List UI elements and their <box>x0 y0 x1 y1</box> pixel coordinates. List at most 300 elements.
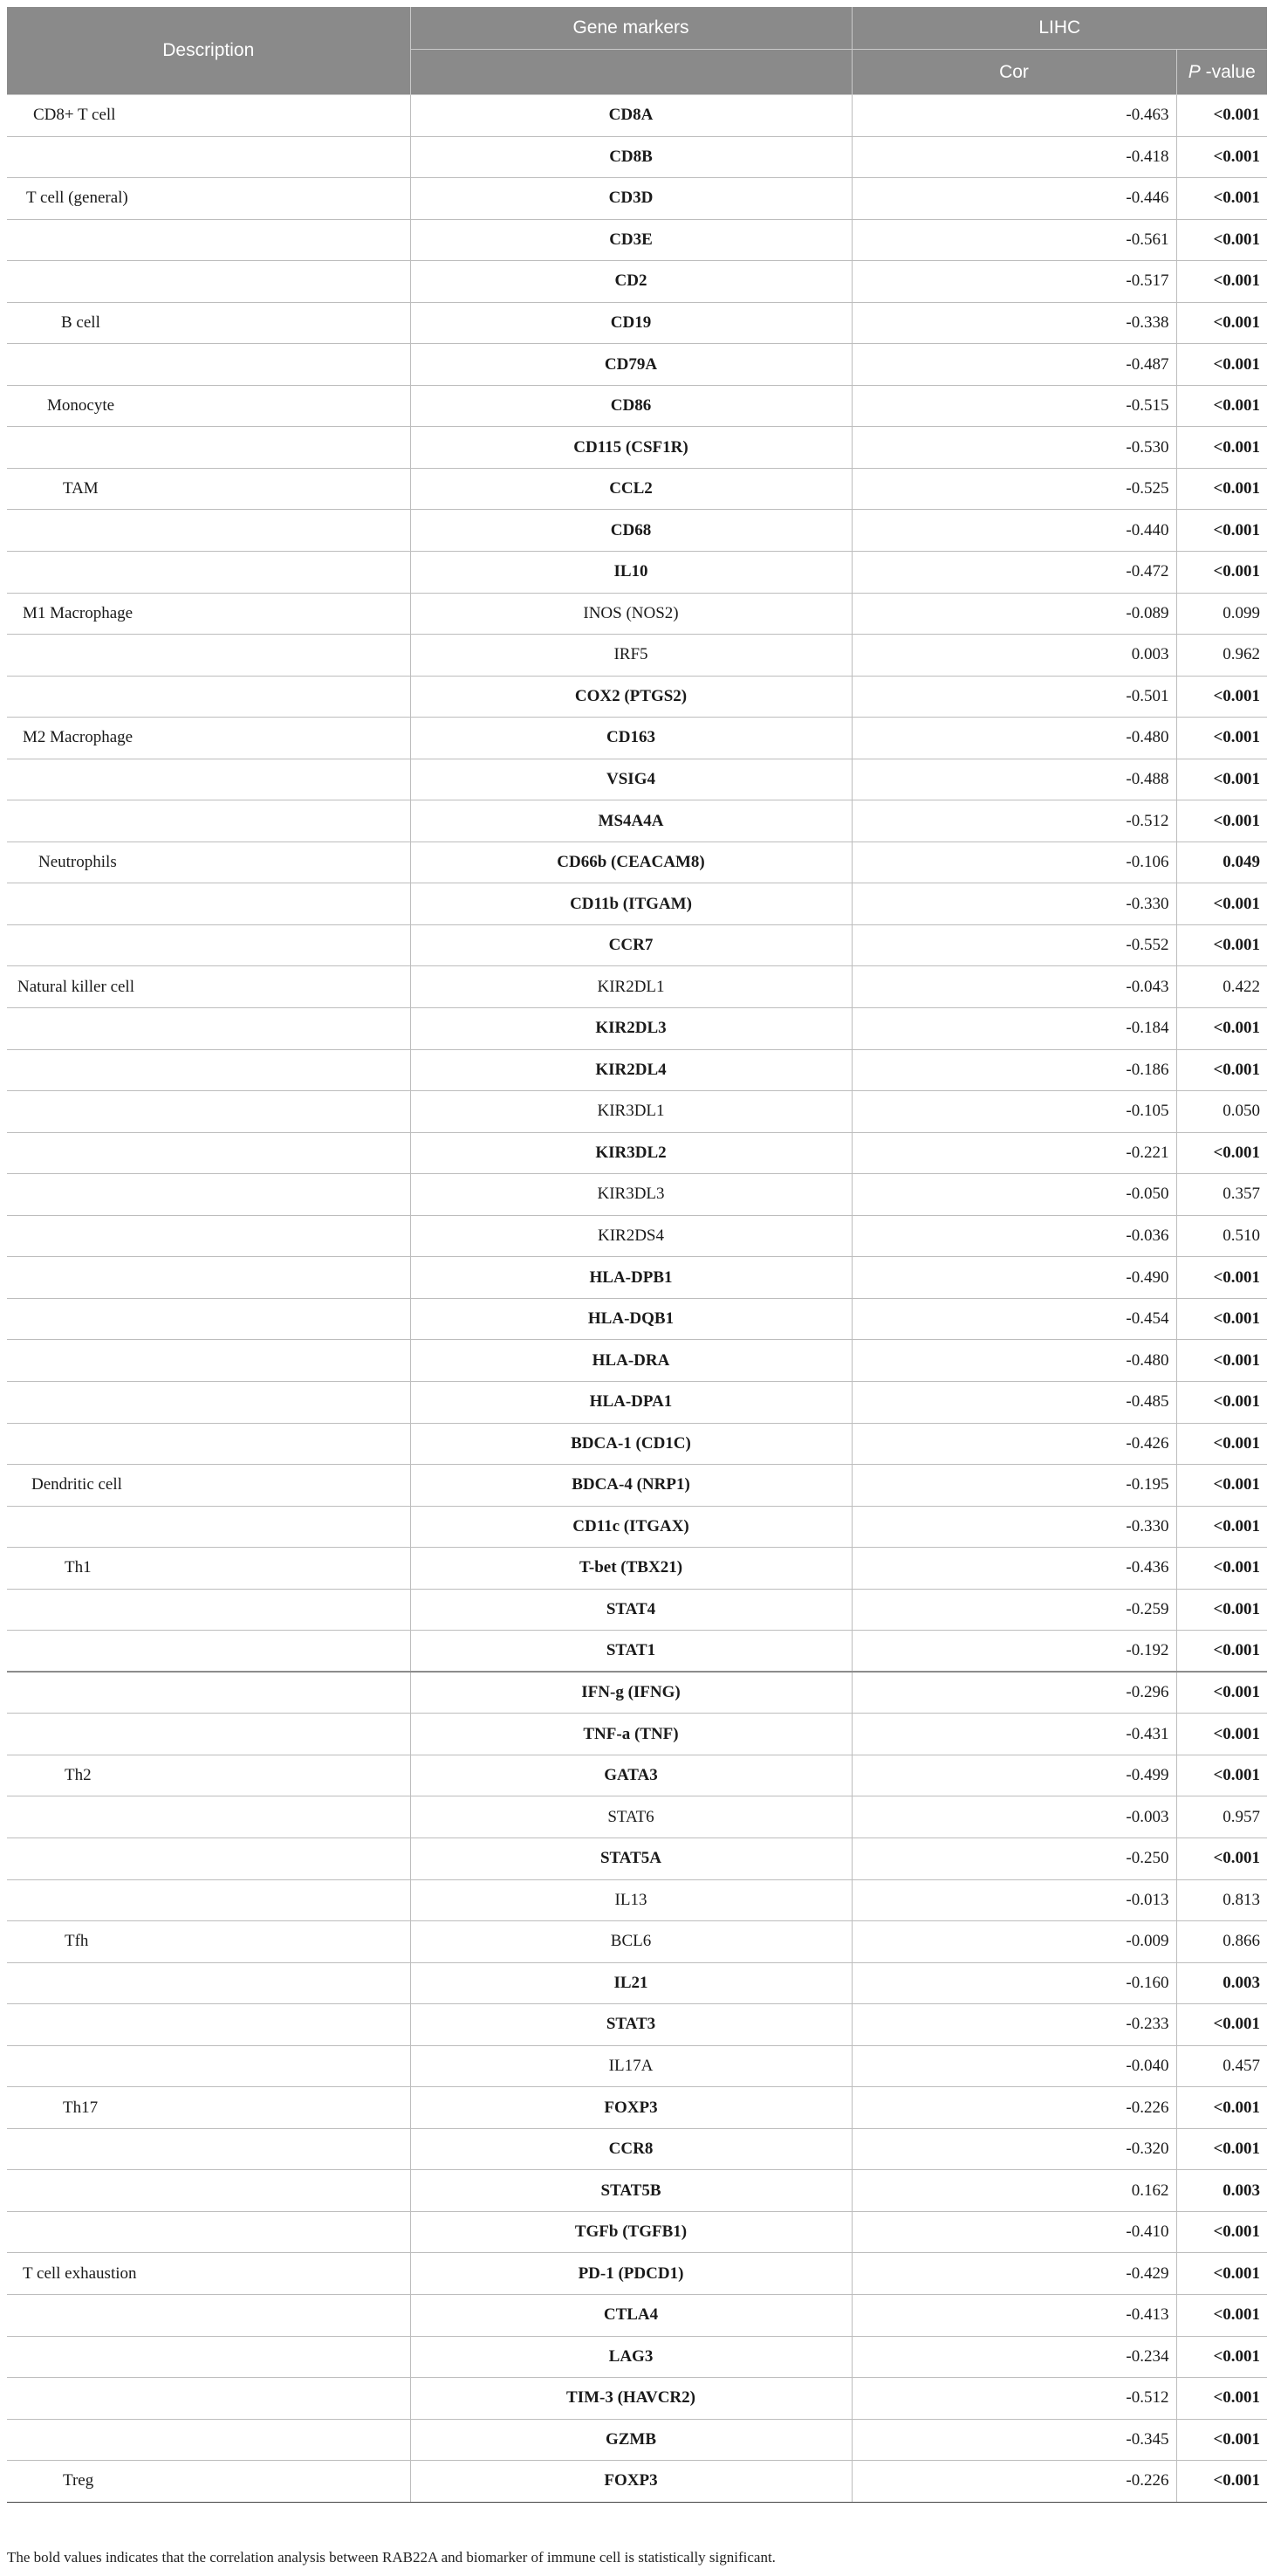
cell-gene-marker: CD3D <box>410 178 852 220</box>
cell-cor: 0.003 <box>852 635 1176 677</box>
table-row <box>7 1091 1267 1133</box>
table-row <box>7 1714 1267 1755</box>
cell-description <box>7 2419 410 2461</box>
table-footnote: The bold values indicates that the correlation analysis between RAB22A and biomarker of immune cell is statistically significant. <box>7 2549 776 2566</box>
cell-cor: -0.105 <box>852 1091 1176 1133</box>
table-row <box>7 468 1267 510</box>
cell-description: Neutrophils <box>7 841 410 883</box>
cell-cor: -0.454 <box>852 1298 1176 1340</box>
cell-cor: -0.184 <box>852 1008 1176 1050</box>
cell-cor: -0.221 <box>852 1132 1176 1174</box>
cell-p-value: <0.001 <box>1176 1298 1267 1340</box>
cell-description <box>7 2378 410 2420</box>
cell-description <box>7 1340 410 1382</box>
cell-p-value: <0.001 <box>1176 136 1267 178</box>
table-row <box>7 676 1267 718</box>
cell-description <box>7 759 410 800</box>
cell-description <box>7 2211 410 2253</box>
table-row <box>7 2128 1267 2170</box>
cell-p-value: <0.001 <box>1176 759 1267 800</box>
cell-p-value: <0.001 <box>1176 1548 1267 1590</box>
cell-description <box>7 1008 410 1050</box>
cell-description: M2 Macrophage <box>7 718 410 759</box>
table-row <box>7 1921 1267 1963</box>
cell-p-value: <0.001 <box>1176 2253 1267 2295</box>
cell-cor: -0.195 <box>852 1465 1176 1507</box>
table-row <box>7 1423 1267 1465</box>
cell-description <box>7 2170 410 2212</box>
cell-gene-marker: IL17A <box>410 2045 852 2087</box>
table-row <box>7 95 1267 137</box>
cell-p-value: <0.001 <box>1176 468 1267 510</box>
header-p-letter: P <box>1188 61 1201 82</box>
cell-p-value: 0.866 <box>1176 1921 1267 1963</box>
cell-description <box>7 1796 410 1838</box>
cell-p-value: <0.001 <box>1176 1838 1267 1879</box>
cell-cor: -0.472 <box>852 552 1176 594</box>
cell-p-value: <0.001 <box>1176 2004 1267 2046</box>
cell-description: Th17 <box>7 2087 410 2129</box>
cell-gene-marker: CCL2 <box>410 468 852 510</box>
table-row <box>7 344 1267 386</box>
cell-description <box>7 1174 410 1216</box>
cell-p-value: <0.001 <box>1176 2087 1267 2129</box>
cell-gene-marker: STAT6 <box>410 1796 852 1838</box>
cell-p-value: <0.001 <box>1176 510 1267 552</box>
table-row <box>7 1548 1267 1590</box>
table-row <box>7 1215 1267 1257</box>
cell-gene-marker: TGFb (TGFB1) <box>410 2211 852 2253</box>
cell-gene-marker: CD79A <box>410 344 852 386</box>
table-row <box>7 1381 1267 1423</box>
cell-cor: -0.487 <box>852 344 1176 386</box>
cell-gene-marker: STAT4 <box>410 1589 852 1631</box>
table-row <box>7 966 1267 1008</box>
cell-gene-marker: BCL6 <box>410 1921 852 1963</box>
cell-gene-marker: GZMB <box>410 2419 852 2461</box>
cell-p-value: 0.099 <box>1176 593 1267 635</box>
table-row <box>7 1008 1267 1050</box>
cell-description: Monocyte <box>7 385 410 427</box>
header-dataset: LIHC <box>852 7 1267 50</box>
cell-description <box>7 2294 410 2336</box>
header-p-suffix: -value <box>1200 61 1256 82</box>
cell-cor: -0.426 <box>852 1423 1176 1465</box>
cell-description <box>7 2004 410 2046</box>
cell-description: Treg <box>7 2461 410 2503</box>
cell-gene-marker: CCR7 <box>410 924 852 966</box>
cell-cor: -0.488 <box>852 759 1176 800</box>
cell-cor: -0.480 <box>852 1340 1176 1382</box>
cell-gene-marker: MS4A4A <box>410 800 852 842</box>
cell-p-value: <0.001 <box>1176 2336 1267 2378</box>
cell-description <box>7 2045 410 2087</box>
cell-cor: -0.296 <box>852 1672 1176 1714</box>
cell-p-value: <0.001 <box>1176 2211 1267 2253</box>
table-row <box>7 1589 1267 1631</box>
cell-description <box>7 924 410 966</box>
table-row <box>7 552 1267 594</box>
cell-p-value: <0.001 <box>1176 924 1267 966</box>
cell-gene-marker: KIR2DL3 <box>410 1008 852 1050</box>
cell-description <box>7 1589 410 1631</box>
cell-description <box>7 1506 410 1548</box>
cell-p-value: <0.001 <box>1176 219 1267 261</box>
cell-p-value: 0.357 <box>1176 1174 1267 1216</box>
cell-gene-marker: TNF-a (TNF) <box>410 1714 852 1755</box>
cell-description: M1 Macrophage <box>7 593 410 635</box>
cell-p-value: 0.510 <box>1176 1215 1267 1257</box>
cell-description: T cell (general) <box>7 178 410 220</box>
cell-gene-marker: COX2 (PTGS2) <box>410 676 852 718</box>
table-row <box>7 302 1267 344</box>
cell-cor: -0.410 <box>852 2211 1176 2253</box>
cell-cor: -0.525 <box>852 468 1176 510</box>
cell-p-value: <0.001 <box>1176 2419 1267 2461</box>
cell-cor: -0.003 <box>852 1796 1176 1838</box>
cell-gene-marker: CD19 <box>410 302 852 344</box>
cell-gene-marker: CD2 <box>410 261 852 303</box>
cell-description <box>7 261 410 303</box>
cell-p-value: <0.001 <box>1176 427 1267 469</box>
cell-gene-marker: FOXP3 <box>410 2461 852 2503</box>
cell-cor: -0.050 <box>852 1174 1176 1216</box>
cell-gene-marker: HLA-DPA1 <box>410 1381 852 1423</box>
cell-p-value: <0.001 <box>1176 1008 1267 1050</box>
cell-p-value: <0.001 <box>1176 676 1267 718</box>
cell-p-value: <0.001 <box>1176 261 1267 303</box>
cell-cor: -0.259 <box>852 1589 1176 1631</box>
table-row <box>7 219 1267 261</box>
cell-description <box>7 883 410 925</box>
cell-cor: -0.036 <box>852 1215 1176 1257</box>
cell-cor: -0.413 <box>852 2294 1176 2336</box>
table-header <box>7 7 1267 95</box>
table-row <box>7 2294 1267 2336</box>
cell-description <box>7 1298 410 1340</box>
cell-description <box>7 1132 410 1174</box>
table-row <box>7 427 1267 469</box>
cell-description <box>7 1049 410 1091</box>
table-row <box>7 2336 1267 2378</box>
cell-description <box>7 1091 410 1133</box>
cell-description: Natural killer cell <box>7 966 410 1008</box>
cell-cor: -0.446 <box>852 178 1176 220</box>
cell-gene-marker: KIR2DL1 <box>410 966 852 1008</box>
cell-cor: -0.499 <box>852 1755 1176 1796</box>
cell-gene-marker: STAT1 <box>410 1631 852 1673</box>
header-description: Description <box>7 7 410 95</box>
cell-cor: 0.162 <box>852 2170 1176 2212</box>
cell-p-value: <0.001 <box>1176 2378 1267 2420</box>
cell-description <box>7 136 410 178</box>
table-row <box>7 2461 1267 2503</box>
cell-cor: -0.512 <box>852 2378 1176 2420</box>
cell-gene-marker: KIR3DL2 <box>410 1132 852 1174</box>
table-row <box>7 1962 1267 2004</box>
cell-cor: -0.226 <box>852 2461 1176 2503</box>
table-row <box>7 2378 1267 2420</box>
cell-description <box>7 2336 410 2378</box>
cell-gene-marker: CD3E <box>410 219 852 261</box>
cell-p-value: <0.001 <box>1176 1714 1267 1755</box>
cell-gene-marker: CD11c (ITGAX) <box>410 1506 852 1548</box>
table-row <box>7 718 1267 759</box>
table-row <box>7 759 1267 800</box>
table-row <box>7 1631 1267 1673</box>
cell-gene-marker: STAT3 <box>410 2004 852 2046</box>
cell-gene-marker: IFN-g (IFNG) <box>410 1672 852 1714</box>
cell-cor: -0.320 <box>852 2128 1176 2170</box>
table-row <box>7 1838 1267 1879</box>
cell-p-value: <0.001 <box>1176 178 1267 220</box>
cell-cor: -0.192 <box>852 1631 1176 1673</box>
cell-cor: -0.501 <box>852 676 1176 718</box>
table-row <box>7 593 1267 635</box>
cell-description <box>7 1257 410 1299</box>
cell-gene-marker: KIR3DL3 <box>410 1174 852 1216</box>
cell-gene-marker: GATA3 <box>410 1755 852 1796</box>
cell-cor: -0.013 <box>852 1879 1176 1921</box>
cell-description <box>7 1423 410 1465</box>
table-row <box>7 2004 1267 2046</box>
table-row <box>7 2253 1267 2295</box>
cell-description: Th1 <box>7 1548 410 1590</box>
cell-cor: -0.234 <box>852 2336 1176 2378</box>
table-row <box>7 1755 1267 1796</box>
cell-p-value: <0.001 <box>1176 883 1267 925</box>
cell-cor: -0.561 <box>852 219 1176 261</box>
cell-cor: -0.345 <box>852 2419 1176 2461</box>
cell-cor: -0.512 <box>852 800 1176 842</box>
table-row <box>7 510 1267 552</box>
table-row <box>7 1340 1267 1382</box>
cell-p-value: <0.001 <box>1176 1631 1267 1673</box>
table-row <box>7 136 1267 178</box>
cell-description: B cell <box>7 302 410 344</box>
cell-description: TAM <box>7 468 410 510</box>
cell-p-value: <0.001 <box>1176 1755 1267 1796</box>
cell-description <box>7 1215 410 1257</box>
table-row <box>7 2087 1267 2129</box>
cell-cor: -0.515 <box>852 385 1176 427</box>
cell-description <box>7 2128 410 2170</box>
cell-cor: -0.440 <box>852 510 1176 552</box>
cell-gene-marker: HLA-DQB1 <box>410 1298 852 1340</box>
table-row <box>7 883 1267 925</box>
cell-gene-marker: IL13 <box>410 1879 852 1921</box>
cell-gene-marker: VSIG4 <box>410 759 852 800</box>
cell-p-value: <0.001 <box>1176 718 1267 759</box>
table-row <box>7 924 1267 966</box>
cell-cor: -0.233 <box>852 2004 1176 2046</box>
cell-gene-marker: HLA-DPB1 <box>410 1257 852 1299</box>
cell-p-value: <0.001 <box>1176 1340 1267 1382</box>
cell-gene-marker: BDCA-4 (NRP1) <box>410 1465 852 1507</box>
cell-cor: -0.517 <box>852 261 1176 303</box>
table-row <box>7 385 1267 427</box>
cell-description: T cell exhaustion <box>7 2253 410 2295</box>
cell-cor: -0.418 <box>852 136 1176 178</box>
cell-cor: -0.463 <box>852 95 1176 137</box>
cell-description: Dendritic cell <box>7 1465 410 1507</box>
cell-cor: -0.330 <box>852 1506 1176 1548</box>
cell-gene-marker: CCR8 <box>410 2128 852 2170</box>
cell-description <box>7 1962 410 2004</box>
table-row <box>7 1879 1267 1921</box>
table-row <box>7 1672 1267 1714</box>
cell-p-value: 0.003 <box>1176 1962 1267 2004</box>
cell-p-value: 0.813 <box>1176 1879 1267 1921</box>
cell-p-value: 0.049 <box>1176 841 1267 883</box>
cell-gene-marker: STAT5A <box>410 1838 852 1879</box>
cell-gene-marker: KIR3DL1 <box>410 1091 852 1133</box>
cell-cor: -0.043 <box>852 966 1176 1008</box>
cell-description: CD8+ T cell <box>7 95 410 137</box>
cell-description <box>7 1631 410 1673</box>
cell-gene-marker: CD163 <box>410 718 852 759</box>
cell-gene-marker: CD8B <box>410 136 852 178</box>
cell-description <box>7 1714 410 1755</box>
cell-p-value: <0.001 <box>1176 385 1267 427</box>
cell-cor: -0.160 <box>852 1962 1176 2004</box>
cell-p-value: 0.003 <box>1176 2170 1267 2212</box>
table-row <box>7 2170 1267 2212</box>
cell-cor: -0.480 <box>852 718 1176 759</box>
cell-p-value: <0.001 <box>1176 302 1267 344</box>
cell-gene-marker: IL10 <box>410 552 852 594</box>
table-row <box>7 1049 1267 1091</box>
cell-description <box>7 800 410 842</box>
cell-description <box>7 1879 410 1921</box>
header-cor: Cor <box>852 50 1176 95</box>
table-row <box>7 178 1267 220</box>
cell-gene-marker: T-bet (TBX21) <box>410 1548 852 1590</box>
cell-p-value: <0.001 <box>1176 95 1267 137</box>
cell-description: Tfh <box>7 1921 410 1963</box>
table-row <box>7 1465 1267 1507</box>
table-row <box>7 841 1267 883</box>
cell-p-value: <0.001 <box>1176 1465 1267 1507</box>
cell-gene-marker: PD-1 (PDCD1) <box>410 2253 852 2295</box>
cell-p-value: 0.050 <box>1176 1091 1267 1133</box>
cell-p-value: <0.001 <box>1176 1381 1267 1423</box>
cell-cor: -0.530 <box>852 427 1176 469</box>
cell-gene-marker: CTLA4 <box>410 2294 852 2336</box>
cell-p-value: <0.001 <box>1176 552 1267 594</box>
cell-gene-marker: KIR2DS4 <box>410 1215 852 1257</box>
cell-description <box>7 552 410 594</box>
table-row <box>7 1257 1267 1299</box>
cell-gene-marker: IRF5 <box>410 635 852 677</box>
cell-p-value: <0.001 <box>1176 2461 1267 2503</box>
cell-cor: -0.431 <box>852 1714 1176 1755</box>
table-row <box>7 261 1267 303</box>
cell-p-value: <0.001 <box>1176 1506 1267 1548</box>
table-row <box>7 1796 1267 1838</box>
cell-gene-marker: HLA-DRA <box>410 1340 852 1382</box>
cell-cor: -0.330 <box>852 883 1176 925</box>
table-row <box>7 1506 1267 1548</box>
cell-p-value: <0.001 <box>1176 1132 1267 1174</box>
cell-cor: -0.429 <box>852 2253 1176 2295</box>
cell-p-value: <0.001 <box>1176 1672 1267 1714</box>
cell-p-value: <0.001 <box>1176 1049 1267 1091</box>
cell-gene-marker: STAT5B <box>410 2170 852 2212</box>
cell-p-value: <0.001 <box>1176 1257 1267 1299</box>
cell-cor: -0.009 <box>852 1921 1176 1963</box>
cell-gene-marker: TIM-3 (HAVCR2) <box>410 2378 852 2420</box>
cell-description <box>7 676 410 718</box>
cell-gene-marker: FOXP3 <box>410 2087 852 2129</box>
table-row <box>7 2045 1267 2087</box>
table-row <box>7 800 1267 842</box>
cell-gene-marker: IL21 <box>410 1962 852 2004</box>
cell-p-value: <0.001 <box>1176 344 1267 386</box>
cell-gene-marker: LAG3 <box>410 2336 852 2378</box>
cell-gene-marker: CD11b (ITGAM) <box>410 883 852 925</box>
cell-description <box>7 1838 410 1879</box>
cell-cor: -0.106 <box>852 841 1176 883</box>
cell-cor: -0.338 <box>852 302 1176 344</box>
cell-p-value: 0.962 <box>1176 635 1267 677</box>
cell-p-value: 0.957 <box>1176 1796 1267 1838</box>
cell-p-value: <0.001 <box>1176 1423 1267 1465</box>
cell-p-value: <0.001 <box>1176 2294 1267 2336</box>
cell-cor: -0.226 <box>852 2087 1176 2129</box>
table-row <box>7 2419 1267 2461</box>
cell-gene-marker: CD68 <box>410 510 852 552</box>
cell-p-value: 0.422 <box>1176 966 1267 1008</box>
cell-gene-marker: CD8A <box>410 95 852 137</box>
cell-description: Th2 <box>7 1755 410 1796</box>
cell-cor: -0.436 <box>852 1548 1176 1590</box>
cell-description <box>7 1672 410 1714</box>
cell-cor: -0.186 <box>852 1049 1176 1091</box>
cell-p-value: <0.001 <box>1176 800 1267 842</box>
cell-p-value: 0.457 <box>1176 2045 1267 2087</box>
cell-gene-marker: CD115 (CSF1R) <box>410 427 852 469</box>
cell-p-value: <0.001 <box>1176 1589 1267 1631</box>
table-row <box>7 635 1267 677</box>
cell-description <box>7 344 410 386</box>
table-row <box>7 2211 1267 2253</box>
immune-marker-correlation-table <box>7 7 1267 2503</box>
cell-gene-marker: BDCA-1 (CD1C) <box>410 1423 852 1465</box>
cell-gene-marker: CD86 <box>410 385 852 427</box>
cell-cor: -0.040 <box>852 2045 1176 2087</box>
cell-cor: -0.485 <box>852 1381 1176 1423</box>
header-p-value <box>1176 50 1267 95</box>
table-body <box>7 95 1267 2503</box>
cell-description <box>7 1381 410 1423</box>
cell-gene-marker: KIR2DL4 <box>410 1049 852 1091</box>
header-gene-markers: Gene markers <box>410 7 852 50</box>
cell-cor: -0.552 <box>852 924 1176 966</box>
cell-gene-marker: CD66b (CEACAM8) <box>410 841 852 883</box>
cell-description <box>7 219 410 261</box>
cell-cor: -0.250 <box>852 1838 1176 1879</box>
table-row <box>7 1174 1267 1216</box>
cell-cor: -0.490 <box>852 1257 1176 1299</box>
cell-p-value: <0.001 <box>1176 2128 1267 2170</box>
correlation-table-container <box>7 7 1267 2503</box>
cell-gene-marker: INOS (NOS2) <box>410 593 852 635</box>
cell-description <box>7 427 410 469</box>
table-row <box>7 1298 1267 1340</box>
cell-description <box>7 635 410 677</box>
header-gene-markers-sub <box>410 50 852 95</box>
